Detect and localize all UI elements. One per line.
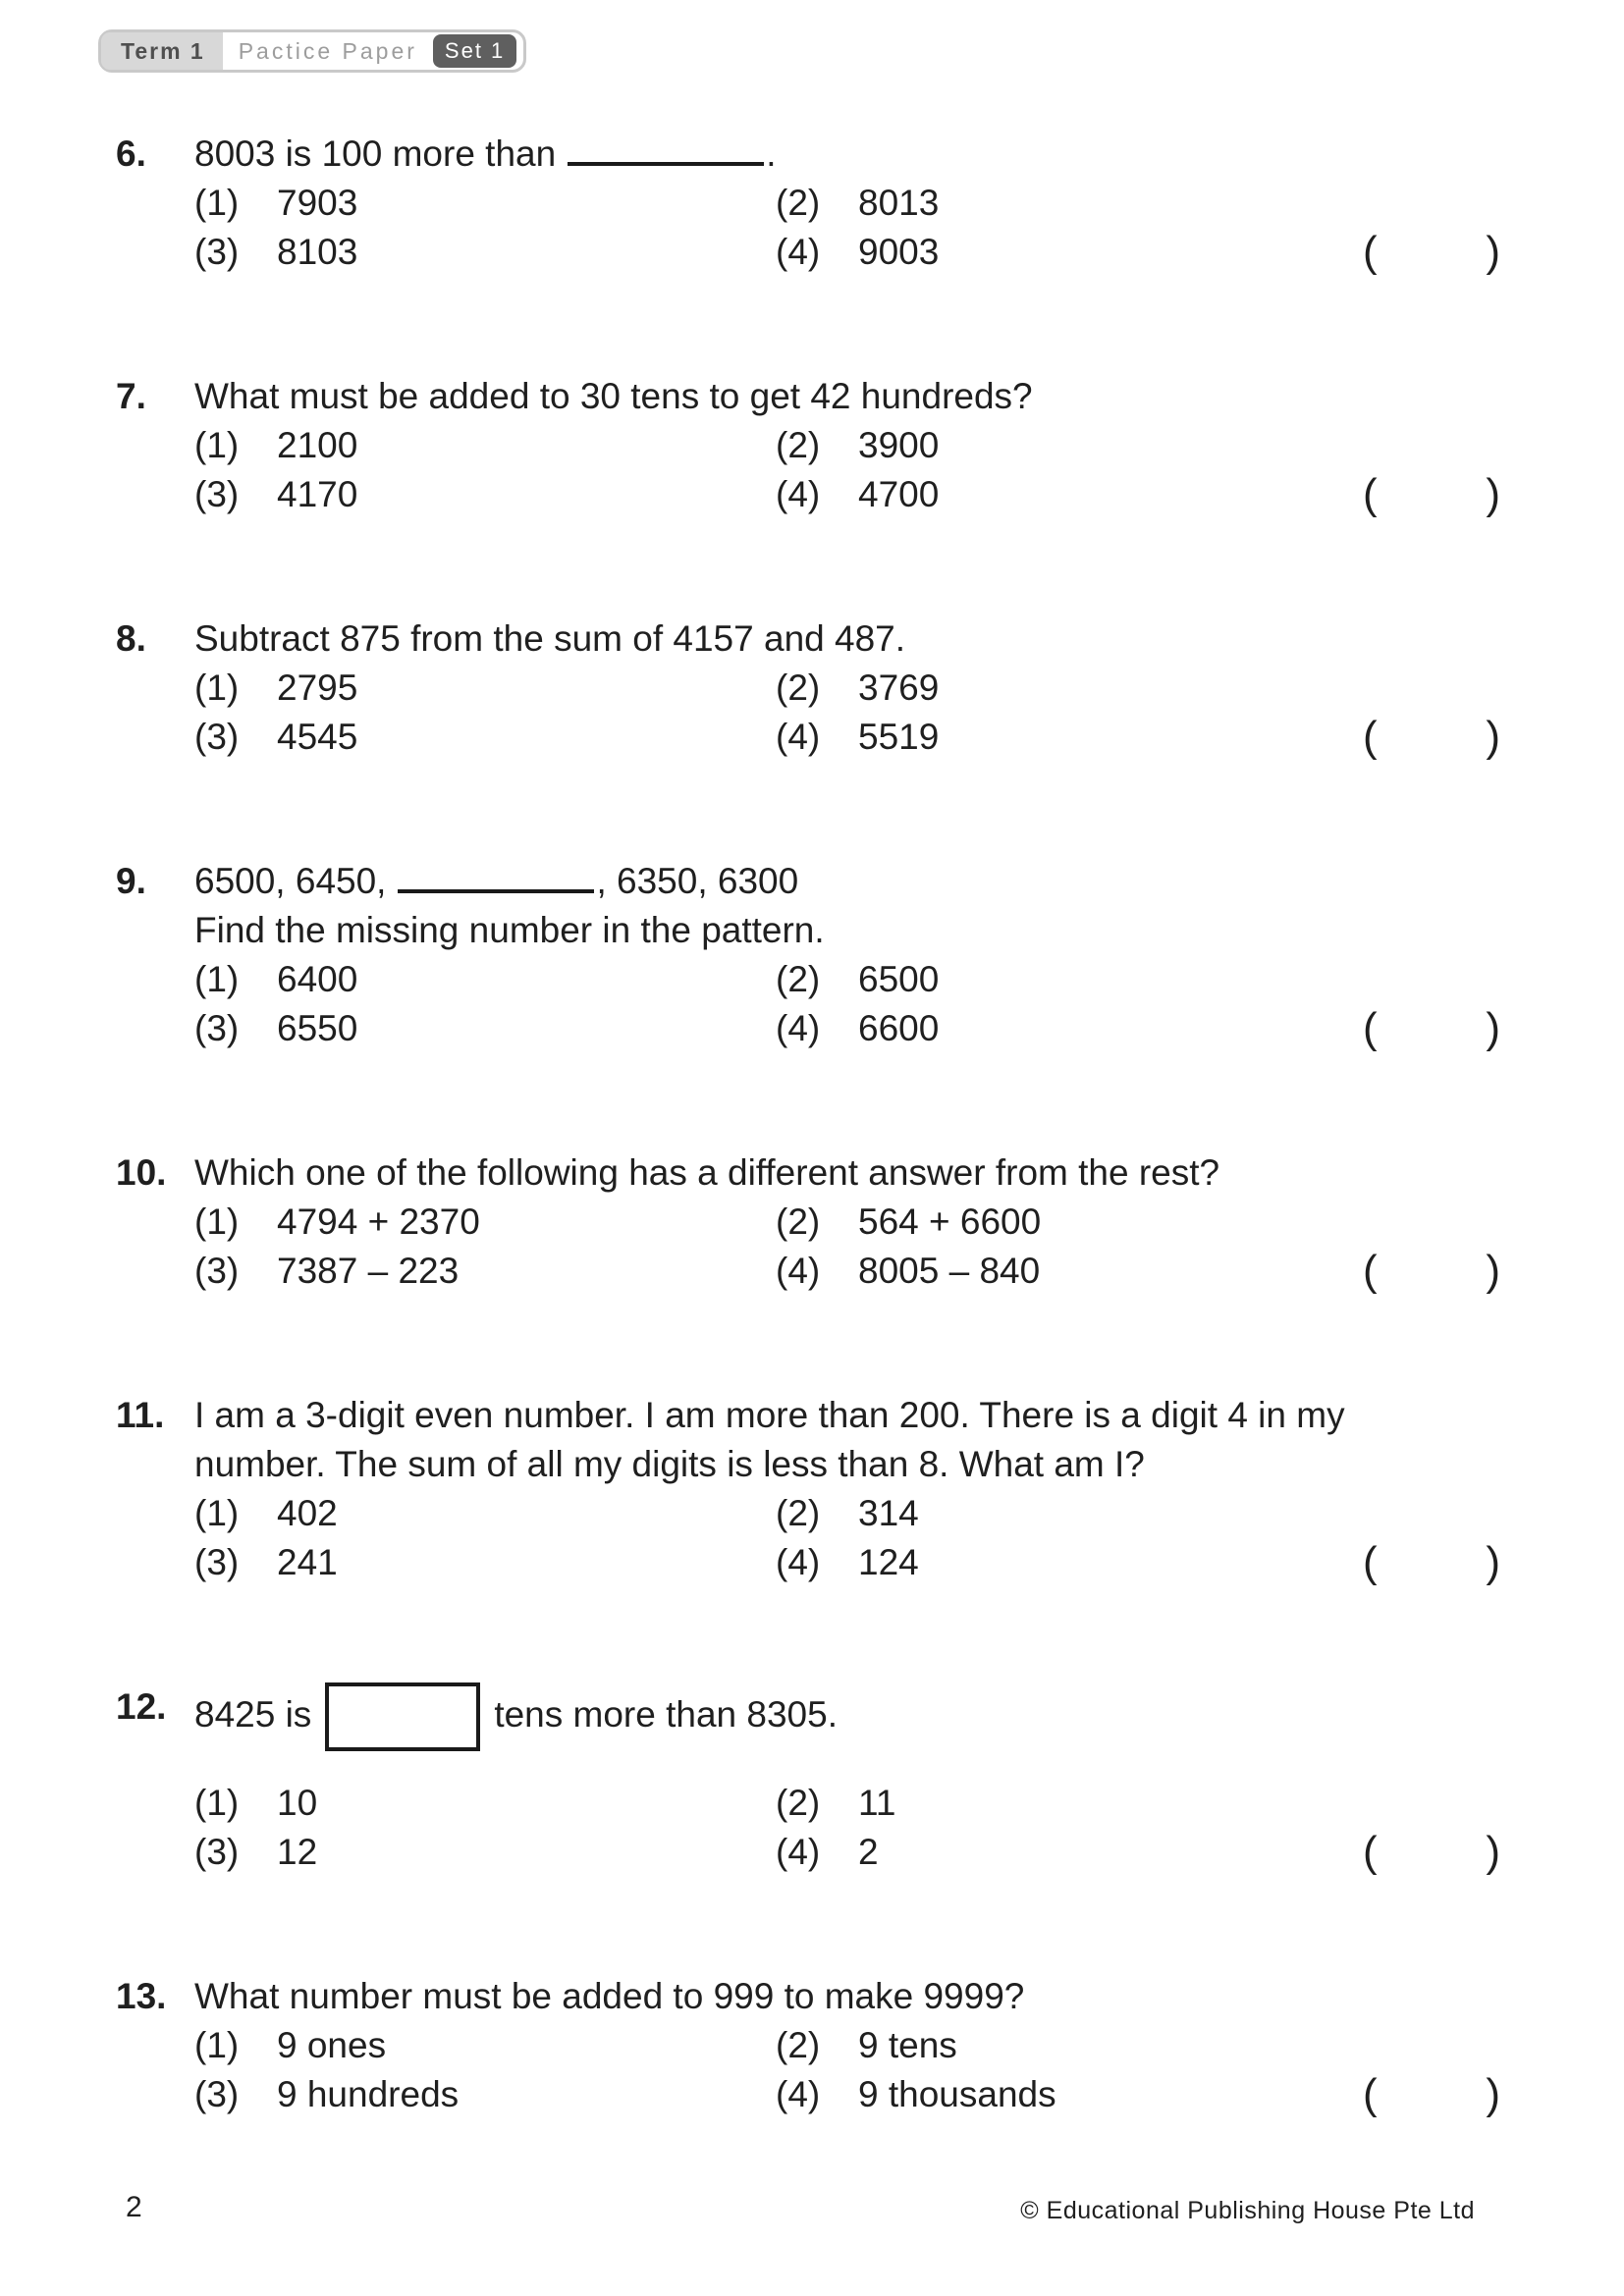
question-line [194, 1682, 1506, 1751]
answer-bracket-close: ) [1486, 713, 1500, 761]
question-line [194, 1391, 1506, 1440]
option-3 [194, 1247, 776, 1296]
answer-bracket-open: ( [1363, 1004, 1378, 1052]
question-text-segment: What number must be added to 999 to make 9999? [194, 1976, 1025, 2016]
question-line [194, 372, 1506, 421]
set-badge: Set 1 [433, 34, 516, 68]
option-1 [194, 955, 776, 1004]
question-block [0, 1972, 1624, 2119]
question-line [194, 857, 1506, 906]
answer-bracket-open: ( [1363, 1828, 1378, 1876]
option-list [194, 1779, 1506, 1877]
option-1 [194, 1779, 776, 1828]
option-value: 12 [277, 1832, 318, 1872]
option-label: (4) [776, 2074, 821, 2114]
option-row [194, 228, 1506, 277]
option-value: 4700 [858, 474, 940, 514]
question-block [0, 1391, 1624, 1587]
option-row [194, 1828, 1506, 1877]
option-label: (2) [776, 425, 821, 465]
option-row [194, 470, 1506, 519]
question-line [194, 614, 1506, 664]
option-label: (1) [194, 1493, 240, 1533]
option-row [194, 713, 1506, 762]
question-text-segment: What must be added to 30 tens to get 42 hundreds? [194, 376, 1033, 416]
option-value: 241 [277, 1542, 338, 1582]
option-value: 564 + 6600 [858, 1201, 1042, 1242]
option-label: (2) [776, 1493, 821, 1533]
page-number: 2 [126, 2191, 142, 2223]
question-block [0, 130, 1624, 277]
option-value: 402 [277, 1493, 338, 1533]
answer-bracket-open: ( [1363, 2070, 1378, 2118]
question-number: 13. [116, 1976, 167, 2016]
answer-bracket-open: ( [1363, 713, 1378, 761]
option-label: (1) [194, 959, 240, 999]
option-3 [194, 1004, 776, 1053]
option-row [194, 1779, 1506, 1828]
question-number: 7. [116, 376, 146, 416]
option-2 [776, 421, 939, 470]
question-number: 9. [116, 861, 146, 901]
question-text-segment: 8425 is [194, 1693, 312, 1735]
option-row [194, 421, 1506, 470]
option-value: 10 [277, 1783, 318, 1823]
option-4 [776, 1004, 939, 1053]
question-list [0, 130, 1624, 2215]
question-block [0, 372, 1624, 519]
answer-bracket-close: ) [1486, 470, 1500, 518]
option-label: (2) [776, 1783, 821, 1823]
option-value: 7903 [277, 183, 358, 223]
option-value: 6400 [277, 959, 358, 999]
option-3 [194, 470, 776, 519]
answer-bracket [1363, 2070, 1500, 2119]
option-3 [194, 2070, 776, 2119]
option-1 [194, 421, 776, 470]
option-value: 6600 [858, 1008, 940, 1048]
answer-bracket [1363, 228, 1500, 277]
question-number: 10. [116, 1152, 167, 1193]
question-text-segment: 6500, 6450, [194, 861, 387, 901]
option-value: 2795 [277, 667, 358, 708]
option-value: 3769 [858, 667, 940, 708]
option-3 [194, 1538, 776, 1587]
question-text-segment: I am a 3-digit even number. I am more than 200. There is a digit 4 in my [194, 1395, 1345, 1435]
option-value: 6500 [858, 959, 940, 999]
question-number: 12. [116, 1686, 167, 1727]
option-label: (3) [194, 232, 240, 272]
option-label: (3) [194, 1542, 240, 1582]
answer-box [325, 1682, 480, 1751]
question-text-segment: Subtract 875 from the sum of 4157 and 487. [194, 618, 906, 659]
option-value: 2100 [277, 425, 358, 465]
option-1 [194, 664, 776, 713]
option-value: 314 [858, 1493, 919, 1533]
option-row [194, 955, 1506, 1004]
option-list [194, 955, 1506, 1053]
option-3 [194, 1828, 776, 1877]
option-label: (2) [776, 959, 821, 999]
option-list [194, 664, 1506, 762]
option-row [194, 2070, 1506, 2119]
option-2 [776, 1779, 895, 1828]
question-text [194, 857, 1506, 955]
option-2 [776, 2021, 957, 2070]
option-3 [194, 713, 776, 762]
option-label: (2) [776, 2025, 821, 2065]
option-4 [776, 2070, 1056, 2119]
question-line [194, 1440, 1506, 1489]
option-label: (4) [776, 1542, 821, 1582]
question-text [194, 130, 1506, 179]
option-1 [194, 179, 776, 228]
option-label: (3) [194, 2074, 240, 2114]
option-2 [776, 955, 939, 1004]
question-text-segment: . [766, 133, 777, 174]
answer-bracket [1363, 713, 1500, 762]
option-1 [194, 1489, 776, 1538]
option-2 [776, 1198, 1041, 1247]
option-value: 8005 – 840 [858, 1251, 1041, 1291]
option-label: (4) [776, 1008, 821, 1048]
option-list [194, 1198, 1506, 1296]
option-value: 2 [858, 1832, 879, 1872]
option-label: (1) [194, 183, 240, 223]
copyright: © Educational Publishing House Pte Ltd [1020, 2197, 1475, 2224]
question-text [194, 1682, 1506, 1751]
option-value: 3900 [858, 425, 940, 465]
option-row [194, 1489, 1506, 1538]
question-number: 6. [116, 133, 146, 174]
option-4 [776, 470, 939, 519]
question-text-segment: tens more than 8305. [494, 1693, 838, 1735]
question-block [0, 857, 1624, 1053]
option-3 [194, 228, 776, 277]
question-line [194, 130, 1506, 179]
question-text [194, 1148, 1506, 1198]
option-value: 6550 [277, 1008, 358, 1048]
option-value: 124 [858, 1542, 919, 1582]
question-text [194, 372, 1506, 421]
option-value: 4794 + 2370 [277, 1201, 480, 1242]
answer-blank-line [398, 864, 594, 893]
option-label: (3) [194, 717, 240, 757]
option-value: 8103 [277, 232, 358, 272]
question-block [0, 1148, 1624, 1296]
option-2 [776, 1489, 919, 1538]
paper-header [98, 29, 526, 73]
option-list [194, 2021, 1506, 2119]
option-2 [776, 664, 939, 713]
question-text [194, 1972, 1506, 2021]
answer-bracket-close: ) [1486, 1538, 1500, 1586]
answer-bracket-close: ) [1486, 1828, 1500, 1876]
answer-bracket-close: ) [1486, 2070, 1500, 2118]
option-list [194, 179, 1506, 277]
option-4 [776, 1828, 879, 1877]
option-4 [776, 228, 939, 277]
option-value: 5519 [858, 717, 940, 757]
question-text [194, 1391, 1506, 1489]
option-label: (2) [776, 667, 821, 708]
question-text-segment: 8003 is 100 more than [194, 133, 557, 174]
option-label: (1) [194, 1201, 240, 1242]
option-label: (1) [194, 1783, 240, 1823]
question-line [194, 1148, 1506, 1198]
question-text-segment: number. The sum of all my digits is less than 8. What am I? [194, 1444, 1145, 1484]
option-value: 7387 – 223 [277, 1251, 460, 1291]
option-value: 9 tens [858, 2025, 957, 2065]
option-row [194, 664, 1506, 713]
answer-bracket-close: ) [1486, 1004, 1500, 1052]
option-label: (4) [776, 474, 821, 514]
answer-bracket [1363, 1247, 1500, 1296]
answer-bracket-open: ( [1363, 1247, 1378, 1295]
option-value: 11 [858, 1783, 896, 1823]
option-row [194, 1198, 1506, 1247]
option-list [194, 1489, 1506, 1587]
option-label: (3) [194, 1832, 240, 1872]
answer-bracket-close: ) [1486, 228, 1500, 276]
option-4 [776, 1538, 919, 1587]
question-text-segment: Find the missing number in the pattern. [194, 910, 825, 950]
option-label: (4) [776, 1832, 821, 1872]
option-value: 9 hundreds [277, 2074, 460, 2114]
option-4 [776, 713, 939, 762]
option-label: (4) [776, 717, 821, 757]
question-line [194, 1972, 1506, 2021]
question-number: 8. [116, 618, 146, 659]
option-label: (3) [194, 1251, 240, 1291]
term-badge: Term 1 [101, 32, 223, 70]
option-row [194, 1247, 1506, 1296]
answer-bracket [1363, 1538, 1500, 1587]
question-block [0, 1682, 1624, 1877]
option-value: 8013 [858, 183, 940, 223]
option-value: 4545 [277, 717, 358, 757]
option-label: (3) [194, 1008, 240, 1048]
option-label: (4) [776, 232, 821, 272]
option-row [194, 1004, 1506, 1053]
option-row [194, 1538, 1506, 1587]
question-text-segment: Which one of the following has a different answer from the rest? [194, 1152, 1220, 1193]
option-value: 9 thousands [858, 2074, 1056, 2114]
option-row [194, 179, 1506, 228]
option-4 [776, 1247, 1040, 1296]
question-text-segment: , 6350, 6300 [596, 861, 799, 901]
answer-bracket [1363, 1004, 1500, 1053]
option-list [194, 421, 1506, 519]
answer-bracket-close: ) [1486, 1247, 1500, 1295]
question-block [0, 614, 1624, 762]
answer-bracket-open: ( [1363, 470, 1378, 518]
option-value: 9003 [858, 232, 940, 272]
option-label: (2) [776, 1201, 821, 1242]
paper-title: Pactice Paper [238, 37, 417, 64]
answer-bracket [1363, 1828, 1500, 1877]
question-number: 11. [116, 1395, 165, 1435]
option-value: 9 ones [277, 2025, 387, 2065]
option-label: (1) [194, 425, 240, 465]
option-label: (3) [194, 474, 240, 514]
question-text [194, 614, 1506, 664]
option-label: (2) [776, 183, 821, 223]
option-label: (4) [776, 1251, 821, 1291]
option-label: (1) [194, 667, 240, 708]
option-1 [194, 2021, 776, 2070]
answer-bracket-open: ( [1363, 228, 1378, 276]
option-value: 4170 [277, 474, 358, 514]
answer-bracket [1363, 470, 1500, 519]
question-line [194, 906, 1506, 955]
option-1 [194, 1198, 776, 1247]
option-row [194, 2021, 1506, 2070]
option-2 [776, 179, 939, 228]
answer-bracket-open: ( [1363, 1538, 1378, 1586]
answer-blank-line [568, 136, 764, 166]
option-label: (1) [194, 2025, 240, 2065]
